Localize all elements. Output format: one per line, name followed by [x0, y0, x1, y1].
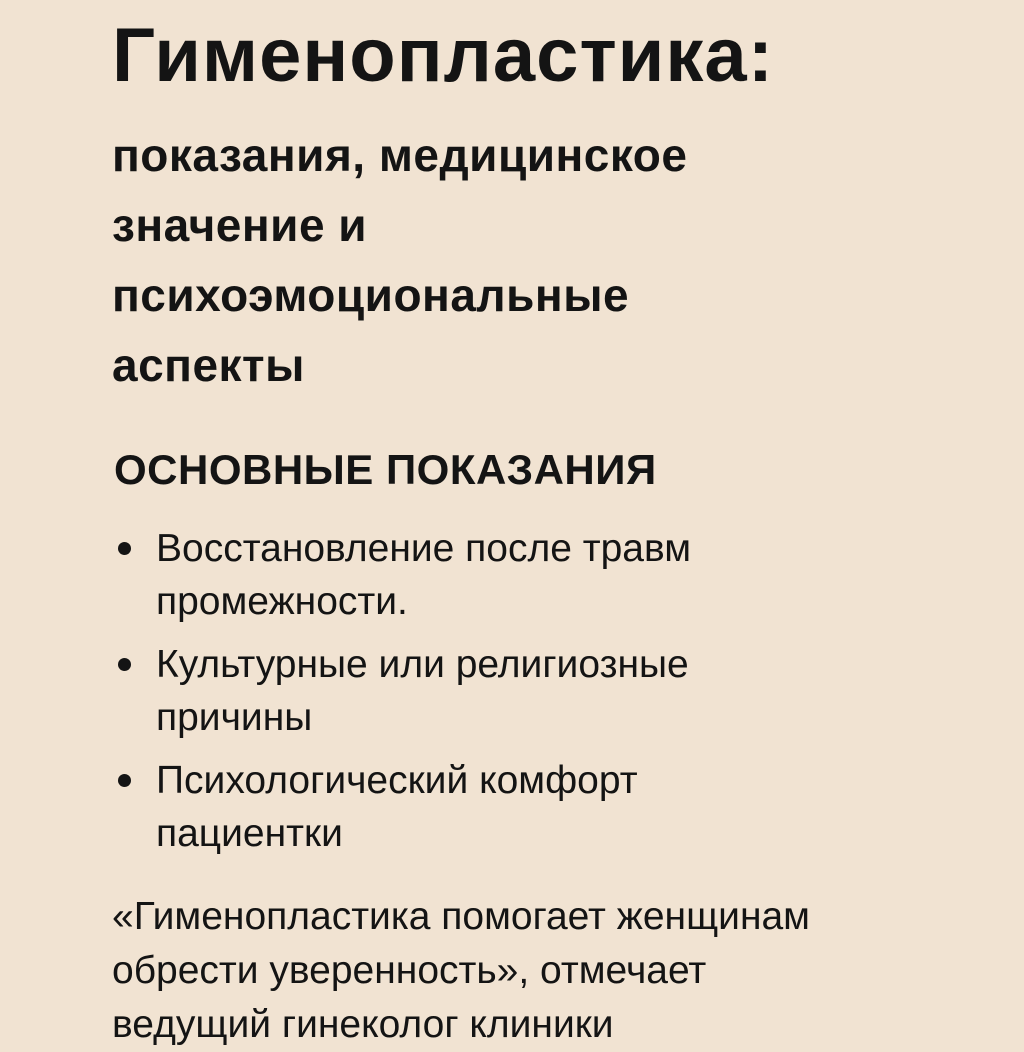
quote-paragraph [112, 890, 992, 1052]
list-item-text: пациентки [156, 812, 343, 855]
subtitle-line: показания, медицинское [112, 129, 688, 181]
subtitle-line: психоэмоциональные [112, 269, 630, 321]
subtitle-line: аспекты [112, 339, 305, 391]
list-item [112, 754, 932, 860]
indications-list [112, 522, 932, 870]
list-item [112, 522, 932, 628]
section-heading: ОСНОВНЫЕ ПОКАЗАНИЯ [114, 446, 657, 493]
bullet-icon [118, 774, 131, 787]
list-item-text: Восстановление после травм [156, 527, 692, 570]
list-item [112, 638, 932, 744]
quote-line: «Гименопластика помогает женщинам [112, 895, 810, 938]
bullet-icon [118, 658, 131, 671]
list-item-text: причины [156, 696, 313, 739]
subtitle-line: значение и [112, 199, 368, 251]
page-title: Гименопластика: [112, 13, 775, 98]
list-item-text: Психологический комфорт [156, 759, 638, 802]
list-item-text: Культурные или религиозные [156, 643, 689, 686]
list-item-text: промежности. [156, 580, 408, 623]
quote-line: ведущий гинеколог клиники [112, 1003, 614, 1046]
bullet-icon [118, 542, 131, 555]
page-subtitle [112, 120, 932, 400]
quote-line: обрести уверенность», отмечает [112, 949, 707, 992]
